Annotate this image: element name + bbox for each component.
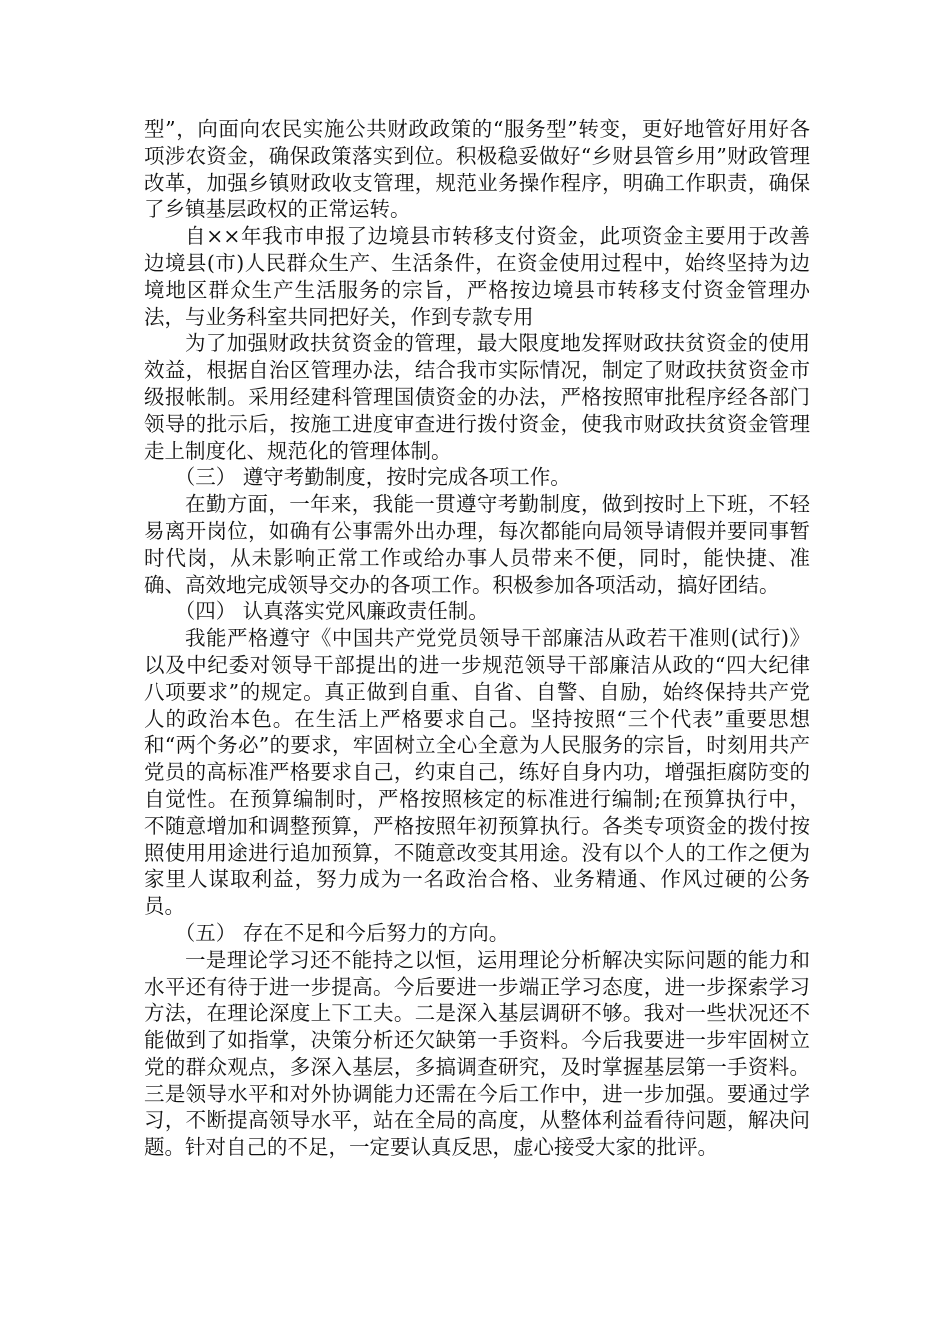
section-heading-5: （五） 存在不足和今后努力的方向。: [174, 920, 510, 945]
paragraph-integrity: 我能严格遵守《中国共产党党员领导干部廉洁从政若干准则(试行)》以及中纪委对领导干部提出的进一步规范领导干部廉洁从政的“四大纪律八项要求”的规定。真正做到自重、自省、自警、自励，始终保持共产党人的政治本色。在生活上严格要求自己。坚持按照“三个代表”重要思想和“两个务必”的要求，牢固树立全心全意为人民服务的宗旨，时刻用共产党员的高标准严格要求自己，约束自己，练好自身内功，增强拒腐防变的自觉性。在预算编制时，严格按照核定的标准进行编制;在预算执行中， 不随意增加和调整预算，严格按照年初预算执行。各类专项资金的拨付按照使用用途进行追加预算，不随意改变其用途。没有以个人的工作之便为家里人谋取利益，努力成为一名政治合格、业务精通、作风过硬的公务员。: [144, 626, 810, 919]
document-page: [144, 116, 810, 1161]
paragraph-poverty-funds: 为了加强财政扶贫资金的管理，最大限度地发挥财政扶贫资金的使用效益，根据自治区管理办法，结合我市实际情况，制定了财政扶贫资金市级报帐制。采用经建科管理国债资金的办法，严格按照审批程序经各部门领导的批示后，按施工进度审查进行拨付资金，使我市财政扶贫资金管理走上制度化、规范化的管理体制。: [144, 331, 810, 463]
paragraph-attendance: 在勤方面，一年来，我能一贯遵守考勤制度，做到按时上下班，不轻易离开岗位，如确有公事需外出办理，每次都能向局领导请假并要同事暂时代岗，从未影响正常工作或给办事人员带来不便，同时，能快捷、准确、高效地完成领导交办的各项工作。积极参加各项活动，搞好团结。: [144, 492, 810, 597]
paragraph-shortcomings: 一是理论学习还不能持之以恒，运用理论分析解决实际问题的能力和水平还有待于进一步提高。今后要进一步端正学习态度，进一步探索学习方法，在理论深度上下工夫。二是深入基层调研不够。我对一些状况还不能做到了如指掌，决策分析还欠缺第一手资料。今后我要进一步牢固树立党的群众观点，多深入基层，多搞调查研究，及时掌握基层第一手资料。三是领导水平和对外协调能力还需在今后工作中，进一步加强。要通过学习，不断提高领导水平，站在全局的高度，从整体利益看待问题，解决问题。针对自己的不足，一定要认真反思，虚心接受大家的批评。: [144, 947, 810, 1160]
paragraph-continuation: 型”，向面向农民实施公共财政政策的“服务型”转变，更好地管好用好各项涉农资金，确保政策落实到位。积极稳妥做好“乡财县管乡用”财政管理改革，加强乡镇财政收支管理，规范业务操作程序，明确工作职责，确保了乡镇基层政权的正常运转。: [144, 117, 810, 222]
section-heading-3: （三） 遵守考勤制度，按时完成各项工作。: [174, 465, 571, 490]
section-heading-4: （四） 认真落实党风廉政责任制。: [174, 599, 489, 624]
paragraph-border-transfer-funds: 自××年我市申报了边境县市转移支付资金，此项资金主要用于改善边境县(市)人民群众生产、生活条件，在资金使用过程中，始终坚持为边境地区群众生产生活服务的宗旨，严格按边境县市转移支付资金管理办法，与业务科室共同把好关，作到专款专用: [144, 224, 810, 329]
